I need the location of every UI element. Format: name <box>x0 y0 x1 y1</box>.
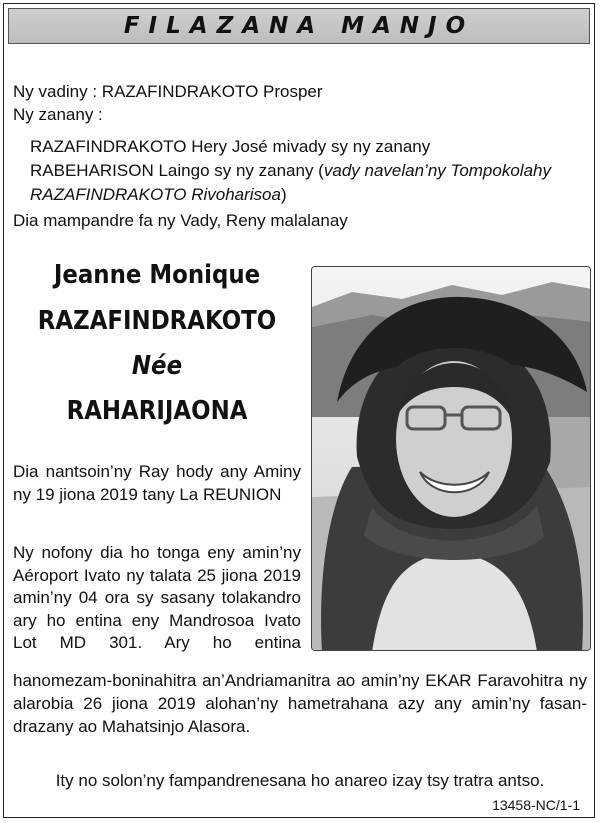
portrait-illustration <box>312 267 591 651</box>
ceremony-paragraph <box>13 669 587 738</box>
relatives-line: Dia mampandre fa ny Vady, Reny malalanay <box>13 211 348 230</box>
child1-line: RAZAFINDRAKOTO Hery José mivady sy ny zanany <box>30 137 431 156</box>
children-label: Ny zanany : <box>13 105 103 124</box>
child2-main: RABEHARISON Laingo sy ny zanany ( <box>30 161 324 180</box>
death-line-2: ny 19 jiona 2019 tany La REUNION <box>13 484 282 504</box>
death-paragraph <box>13 461 301 506</box>
transfer-paragraph <box>13 542 301 655</box>
reference-number: 13458-NC/1-1 <box>492 797 580 813</box>
transfer-line-5: Lot MD 301. Ary ho entina <box>13 633 301 652</box>
transfer-line-2: Aéroport Ivato ny talata 25 jiona 2019 <box>13 565 301 585</box>
obituary-notice <box>3 3 595 818</box>
deceased-first-names: Jeanne Monique <box>53 260 261 290</box>
father-line: Ny vadiny : RAZAFINDRAKOTO Prosper <box>13 82 323 101</box>
header-banner <box>8 8 590 44</box>
notice-line: Ity no solon’ny fampandrenesana ho anareo izay tsy tratra antso. <box>55 771 545 790</box>
portrait-photo <box>311 266 591 651</box>
transfer-line-6: hanomezam-boninahitra an’Andriamanitra ao amin’ny EKAR Faravohitra ny <box>13 671 587 690</box>
transfer-line-8: drazany ao Mahatsinjo Alasora. <box>13 717 251 736</box>
deceased-nee: Née <box>131 351 183 381</box>
deceased-maiden-name: RAHARIJAONA <box>66 396 248 426</box>
child2-italic-a: vady navelan’ny Tompokolahy <box>323 161 551 180</box>
child2-line <box>30 160 551 182</box>
header-title: FILAZANA MANJO <box>123 13 475 39</box>
transfer-line-1: Ny nofony dia ho tonga eny amin’ny <box>13 543 301 562</box>
death-line-1: Dia nantsoin’ny Ray hody any Aminy <box>13 462 301 481</box>
child2-line-cont <box>30 184 287 206</box>
deceased-surname: RAZAFINDRAKOTO <box>37 306 277 336</box>
transfer-line-7: alarobia 26 jiona 2019 alohan’ny hametrahana azy any amin’ny fasan- <box>13 694 587 713</box>
transfer-line-3: amin’ny 04 ora sy sasany tolakandro <box>13 588 301 607</box>
child2-italic-b: RAZAFINDRAKOTO Rivoharisoa <box>30 185 281 204</box>
transfer-line-4: ary ho entina eny Mandrosoa Ivato <box>13 610 301 630</box>
child2-close: ) <box>280 185 287 204</box>
